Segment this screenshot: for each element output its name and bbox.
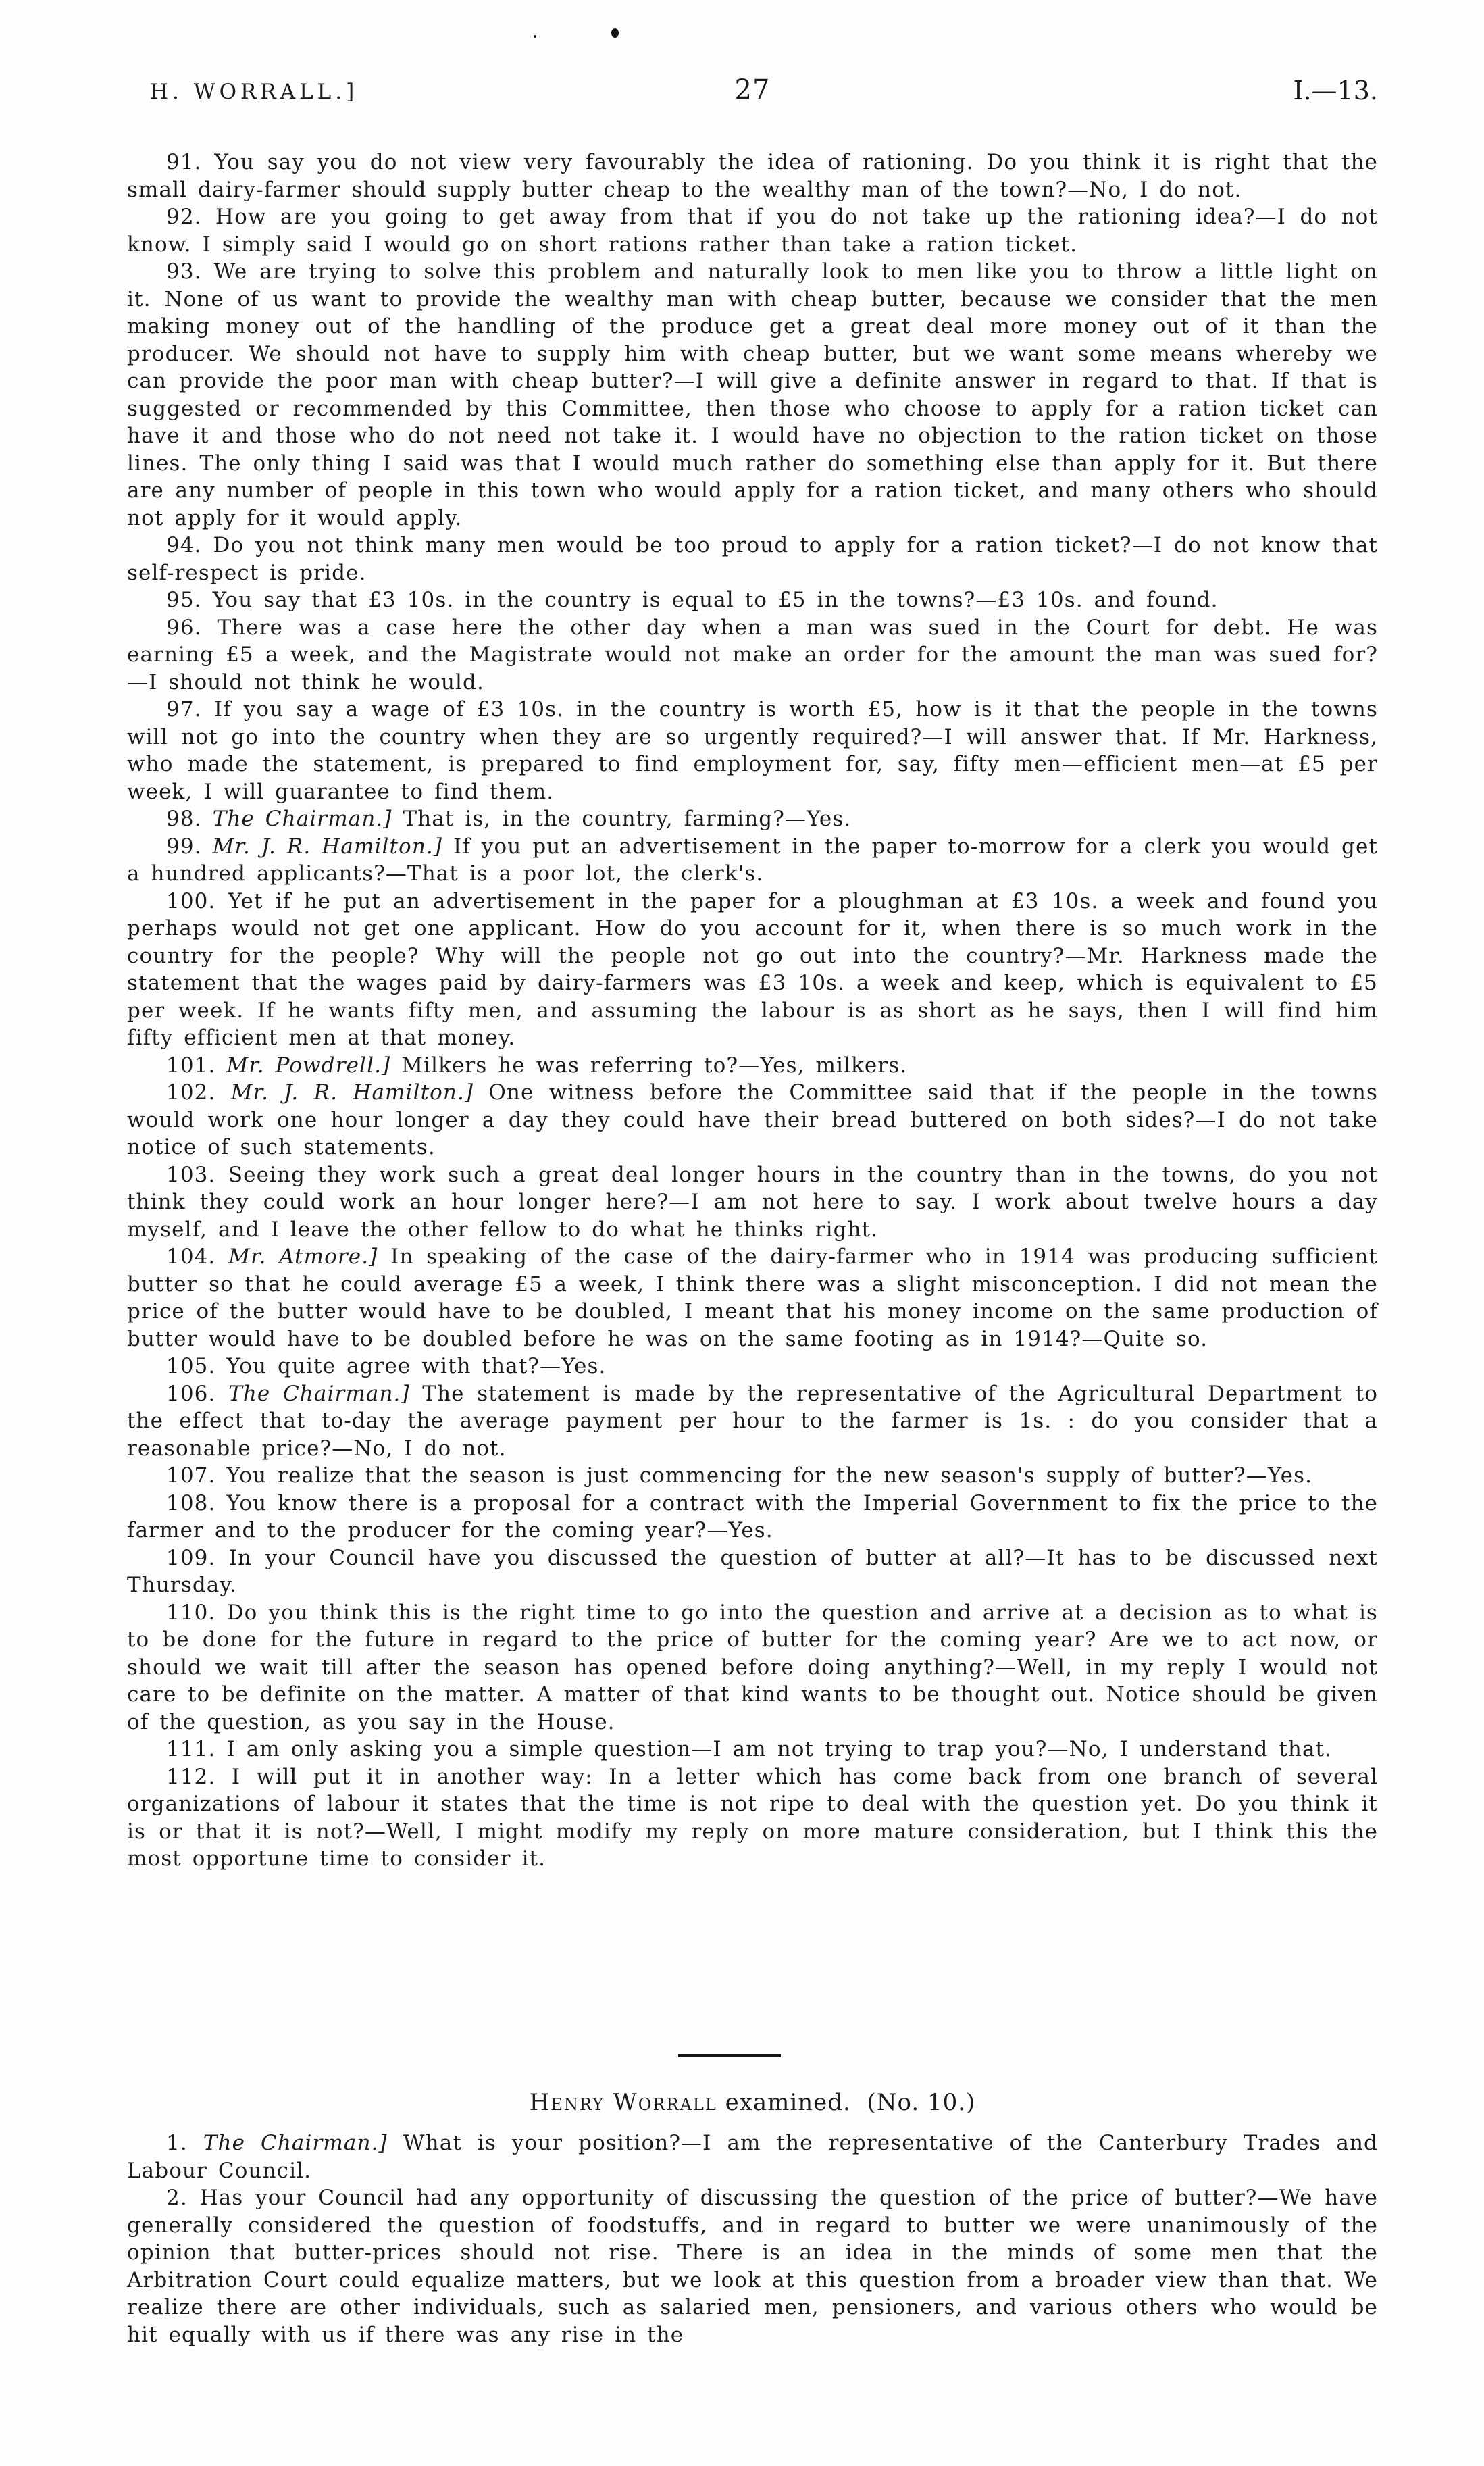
speaker-name: Mr. J. R. Hamilton.] <box>230 1080 489 1105</box>
question-text: One witness before the Committee said that if the people in the towns would work one hour longer a day they could have their bread buttered on both sides?—I do not take notice of such statements. <box>127 1080 1379 1159</box>
witness-name: Henry Worrall <box>529 2089 717 2116</box>
question-number: 111. <box>166 1737 227 1761</box>
question-text: In your Council have you discussed the question of butter at all?—It has to be discussed next Thursday. <box>127 1545 1378 1597</box>
question-number: 98. <box>166 807 213 831</box>
testimony-paragraph <box>127 203 1378 258</box>
question-text: How are you going to get away from that if you do not take up the rationing idea?—I do not know. I simply said I would go on short rations rather than take a ration ticket. <box>127 205 1378 257</box>
running-header <box>127 74 1378 109</box>
testimony-paragraph <box>127 149 1378 203</box>
question-text: What is your position?—I am the representative of the Canterbury Trades and Labour Council. <box>127 2131 1379 2183</box>
testimony-paragraph <box>127 1052 1378 1080</box>
question-number: 101. <box>166 1053 227 1078</box>
testimony-paragraph <box>127 258 1378 532</box>
question-text: If you put an advertisement in the paper to-morrow for a clerk you would get a hundred applicants?—That is a poor lot, the clerk's. <box>127 834 1378 886</box>
question-number: 96. <box>166 615 218 640</box>
question-number: 97. <box>166 697 214 722</box>
question-number: 105. <box>166 1354 227 1378</box>
testimony-paragraph <box>127 614 1378 697</box>
testimony-paragraph <box>127 1763 1378 1873</box>
question-text: We are trying to solve this problem and naturally look to men like you to throw a little light on it. None of us want to provide the wealthy man with cheap butter, because we consider that the men making money out of the handling of the produce get a great deal more money out of it than the producer. We should not have to supply him with cheap butter, but we want some means whereby we can provide the poor man with cheap butter?—I will give a definite answer in regard to that. If that is suggested or recommended by this Committee, then those who choose to apply for a ration ticket can have it and those who do not need not take it. I would have no objection to the ration ticket on those lines. The only thing I said was that I would much rather do something else than apply for it. But there are any number of people in this town who would apply for a ration ticket, and many others who should not apply for it would apply. <box>127 259 1378 530</box>
question-text: The statement is made by the representative of the Agricultural Department to the effect that to-day the average payment per hour to the farmer is 1s. : do you consider that a reasonable price?—No, I do not. <box>127 1381 1378 1461</box>
section-divider <box>678 2054 781 2057</box>
question-number: 102. <box>166 1080 231 1105</box>
testimony-paragraph <box>127 888 1378 1052</box>
testimony-paragraph <box>127 1243 1378 1353</box>
header-witness-ref: H. WORRALL.] <box>150 80 359 104</box>
new-witness-body <box>127 2130 1378 2348</box>
header-paper-ref: I.—13. <box>1293 76 1378 105</box>
testimony-paragraph <box>127 2184 1378 2348</box>
question-number: 99. <box>166 834 213 859</box>
question-text: Seeing they work such a great deal longer hours in the country than in the towns, do you not think they could work an hour longer here?—I am not here to say. I work about twelve hours a day myself, and I leave the other fellow to do what he thinks right. <box>127 1162 1378 1242</box>
speaker-name: Mr. J. R. Hamilton.] <box>212 834 454 859</box>
testimony-paragraph <box>127 1599 1378 1736</box>
question-text: That is, in the country, farming?—Yes. <box>403 807 852 831</box>
testimony-paragraph <box>127 586 1378 614</box>
question-number: 106. <box>166 1381 229 1406</box>
question-text: You know there is a proposal for a contract with the Imperial Government to fix the price to the farmer and to the producer for the coming year?—Yes. <box>127 1490 1378 1542</box>
speaker-name: Mr. Powdrell.] <box>226 1053 402 1078</box>
question-number: 2. <box>166 2186 200 2210</box>
testimony-paragraph <box>127 1079 1378 1161</box>
question-text: I will put it in another way: In a letter which has come back from one branch of several organizations of labour it states that the time is not ripe to deal with the question yet. Do you think it is or that it is not?—Well, I might modify my reply on more mature consideration, but I think this the most opportune time to consider it. <box>127 1764 1378 1871</box>
question-number: 108. <box>166 1490 227 1515</box>
question-text: You realize that the season is just commencing for the new season's supply of butter?—Yes. <box>226 1463 1313 1488</box>
question-text: You say you do not view very favourably the idea of rationing. Do you think it is right that the small dairy-farmer should supply butter cheap to the wealthy man of the town?—No, I do not. <box>127 150 1378 202</box>
section-heading <box>127 2089 1378 2116</box>
question-text: Do you think this is the right time to go into the question and arrive at a decision as to what is to be done for the future in regard to the price of butter for the coming year? Are we to act now, or should we wait till after the season has opened before doing anything?—Well, in my reply I would not care to be definite on the matter. A matter of that kind wants to be thought out. Notice should be given of the question, as you say in the House. <box>127 1600 1378 1734</box>
question-text: There was a case here the other day when a man was sued in the Court for debt. He was earning £5 a week, and the Magistrate would not make an order for the amount the man was sued for?—I should not think he would. <box>127 615 1378 695</box>
testimony-paragraph <box>127 696 1378 805</box>
question-number: 112. <box>166 1764 232 1789</box>
scan-speck <box>534 35 536 38</box>
heading-examined-label: examined. (No. 10.) <box>725 2089 976 2116</box>
testimony-paragraph <box>127 833 1378 888</box>
question-number: 100. <box>166 888 228 913</box>
scan-speck <box>611 28 619 38</box>
testimony-continued-body <box>127 149 1378 1873</box>
question-text: Milkers he was referring to?—Yes, milkers. <box>401 1053 908 1078</box>
speaker-name: Mr. Atmore.] <box>228 1244 391 1269</box>
testimony-paragraph <box>127 532 1378 586</box>
question-number: 107. <box>166 1463 227 1488</box>
testimony-paragraph <box>127 1736 1378 1763</box>
question-number: 110. <box>166 1600 227 1625</box>
question-text: You say that £3 10s. in the country is equal to £5 in the towns?—£3 10s. and found. <box>212 588 1219 612</box>
testimony-paragraph <box>127 2130 1378 2184</box>
question-text: You quite agree with that?—Yes. <box>226 1354 607 1378</box>
question-number: 1. <box>166 2131 203 2155</box>
testimony-paragraph <box>127 1544 1378 1599</box>
testimony-paragraph <box>127 1462 1378 1490</box>
testimony-paragraph <box>127 1380 1378 1463</box>
question-text: If you say a wage of £3 10s. in the country is worth £5, how is it that the people in the towns will not go into the country when they are so urgently required?—I will answer that. If Mr. Harkness, who made the statement, is prepared to find employment for, say, fifty men—efficient men—at £5 per week, I will guarantee to find them. <box>127 697 1378 804</box>
speaker-name: The Chairman.] <box>228 1381 423 1406</box>
question-number: 92. <box>166 205 216 229</box>
question-text: I am only asking you a simple question—I am not trying to trap you?—No, I understand that. <box>226 1737 1333 1761</box>
page-number: 27 <box>734 74 771 105</box>
testimony-paragraph <box>127 1490 1378 1544</box>
question-number: 95. <box>166 588 213 612</box>
question-number: 94. <box>166 533 213 557</box>
question-number: 103. <box>166 1162 228 1187</box>
testimony-paragraph <box>127 1161 1378 1244</box>
question-number: 93. <box>166 259 214 284</box>
question-number: 91. <box>166 150 215 174</box>
testimony-paragraph <box>127 1353 1378 1380</box>
question-text: Do you not think many men would be too proud to apply for a ration ticket?—I do not know that self-respect is pride. <box>127 533 1378 585</box>
question-number: 109. <box>166 1545 229 1570</box>
question-text: Has your Council had any opportunity of discussing the question of the price of butter?—We have generally considered the question of foodstuffs, and in regard to butter we were unanimously of the opinion that butter-prices should not rise. There is an idea in the minds of some men that the Arbitration Court could equalize matters, but we look at this question from a broader view than that. We realize there are other individuals, such as salaried men, pensioners, and various others who would be hit equally with us if there was any rise in the <box>127 2186 1379 2347</box>
question-text: Yet if he put an advertisement in the paper for a ploughman at £3 10s. a week and found you perhaps would not get one applicant. How do you account for it, when there is so much work in the country for the people? Why will the people not go out into the country?—Mr. Harkness made the statement that the wages paid by dairy-farmers was £3 10s. a week and keep, which is equivalent to £5 per week. If he wants fifty men, and assuming the labour is as short as he says, then I will find him fifty efficient men at that money. <box>127 888 1378 1050</box>
speaker-name: The Chairman.] <box>203 2131 403 2155</box>
speaker-name: The Chairman.] <box>212 807 403 831</box>
question-text: In speaking of the case of the dairy-farmer who in 1914 was producing sufficient butter so that he could average £5 a week, I think there was a slight misconception. I did not mean the price of the butter would have to be doubled, I meant that his money income on the same production of butter would have to be doubled before he was on the same footing as in 1914?—Quite so. <box>127 1244 1378 1351</box>
question-number: 104. <box>166 1244 229 1269</box>
testimony-paragraph <box>127 805 1378 833</box>
